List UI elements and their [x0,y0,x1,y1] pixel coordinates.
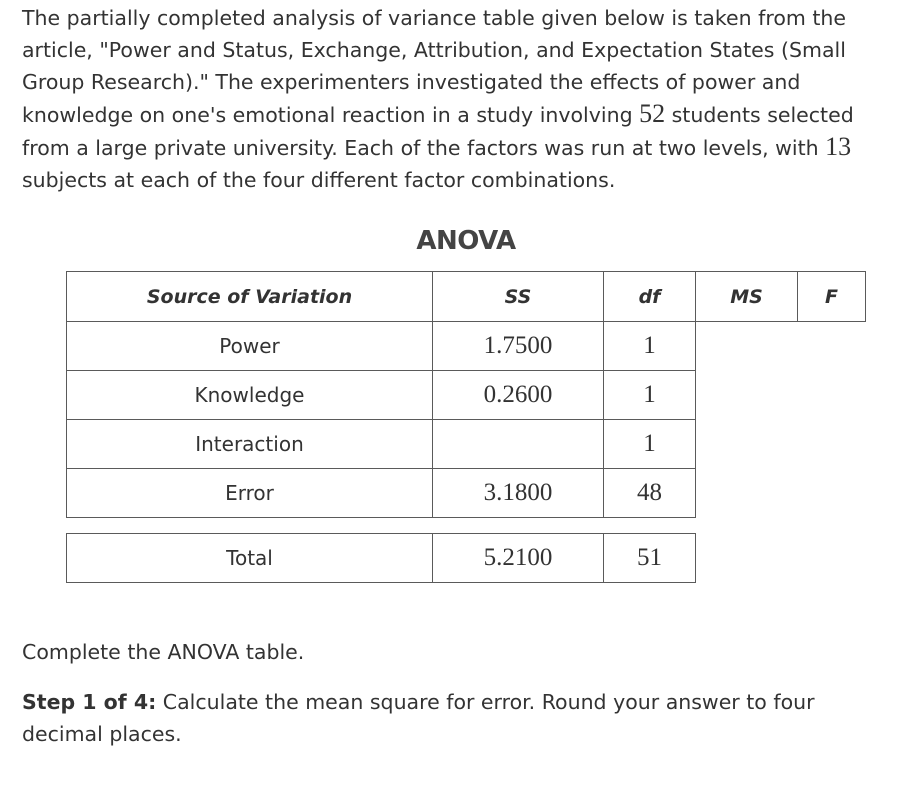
header-df: df [603,271,696,322]
intro-text-3: subjects at each of the four different factor combinations. [22,168,616,192]
row-df: 1 [603,419,696,469]
num-students: 52 [639,99,666,128]
row-source: Error [66,468,433,518]
step-text: Calculate the mean square for error. Round your answer to four decimal places. [22,690,815,746]
total-df: 51 [603,533,696,583]
num-subjects: 13 [825,132,852,161]
intro-text-2: students selected from a large private university. Each of the factors was run at two levels, with [22,103,854,160]
row-ss-blank [432,419,604,469]
step-instruction [22,686,882,750]
row-ss: 3.1800 [432,468,604,518]
row-df: 1 [603,370,696,420]
header-source: Source of Variation [66,271,433,322]
total-ss: 5.2100 [432,533,604,583]
row-ss: 1.7500 [432,321,604,371]
intro-text-1: The partially completed analysis of variance table given below is taken from the article, "Power and Status, Exchange, Attribution, and Expectation States (Small Group Research)." The experimenters investigated the effects of power and knowledge on one's emotional reaction in a study involving [22,6,846,127]
step-label: Step 1 of 4: [22,690,157,714]
problem-statement [22,2,902,196]
header-f: F [797,271,866,322]
row-df: 1 [603,321,696,371]
header-ss: SS [432,271,604,322]
row-source: Knowledge [66,370,433,420]
row-source: Power [66,321,433,371]
row-df: 48 [603,468,696,518]
complete-instruction: Complete the ANOVA table. [22,640,305,664]
row-ss: 0.2600 [432,370,604,420]
total-source: Total [66,533,433,583]
row-source: Interaction [66,419,433,469]
header-ms: MS [695,271,798,322]
anova-title: ANOVA [416,226,516,256]
